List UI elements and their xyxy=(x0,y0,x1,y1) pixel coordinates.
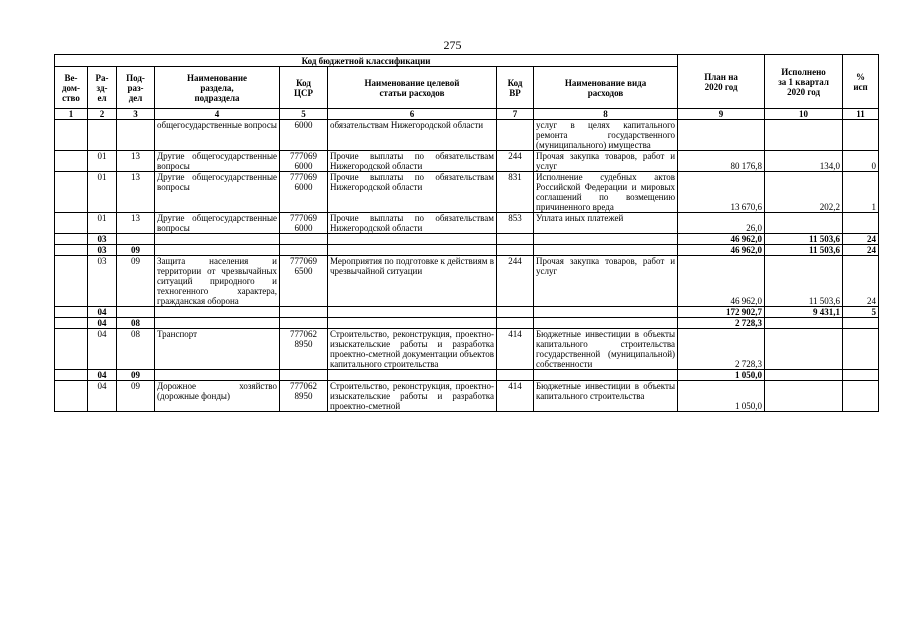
cell-podrazdel: 08 xyxy=(117,318,155,329)
subtotal-row xyxy=(55,307,879,318)
cell-plan: 26,0 xyxy=(678,213,765,234)
cell-kod-vr: 244 xyxy=(497,256,534,307)
cell-plan: 46 962,0 xyxy=(678,245,765,256)
cell-kod-vr xyxy=(497,245,534,256)
col-number: 11 xyxy=(843,109,879,120)
header-razdel: Ра- зд- ел xyxy=(88,67,117,109)
page-number: 275 xyxy=(443,38,462,52)
cell-kod-csr: 777062 8950 xyxy=(280,381,328,412)
cell-kod-csr: 777069 6000 xyxy=(280,151,328,172)
cell-vedomstvo xyxy=(55,381,88,412)
cell-kod-vr: 414 xyxy=(497,329,534,370)
cell-name-vr: Бюджетные инвестиции в объекты капитального строительства xyxy=(534,381,678,412)
column-number-row xyxy=(55,109,879,120)
col-number: 9 xyxy=(678,109,765,120)
cell-name-target: обязательствам Нижегородской области xyxy=(328,120,497,151)
col-number: 3 xyxy=(117,109,155,120)
col-number: 6 xyxy=(328,109,497,120)
cell-kod-vr xyxy=(497,234,534,245)
cell-vedomstvo xyxy=(55,213,88,234)
cell-vedomstvo xyxy=(55,234,88,245)
header-name-target: Наименование целевой статьи расходов xyxy=(328,67,497,109)
cell-plan: 46 962,0 xyxy=(678,234,765,245)
cell-razdel: 03 xyxy=(88,234,117,245)
header-plan: План на 2020 год xyxy=(678,55,765,109)
cell-podrazdel: 13 xyxy=(117,172,155,213)
header-kod-vr: Код ВР xyxy=(497,67,534,109)
subtotal-row xyxy=(55,234,879,245)
cell-done xyxy=(765,318,843,329)
cell-plan: 80 176,8 xyxy=(678,151,765,172)
cell-plan: 46 962,0 xyxy=(678,256,765,307)
cell-pct: 24 xyxy=(843,256,879,307)
subtotal-row xyxy=(55,370,879,381)
cell-done xyxy=(765,381,843,412)
table-row xyxy=(55,172,879,213)
cell-razdel: 03 xyxy=(88,245,117,256)
cell-done: 11 503,6 xyxy=(765,256,843,307)
col-number: 8 xyxy=(534,109,678,120)
header-podrazdel: Под- раз- дел xyxy=(117,67,155,109)
cell-name-vr xyxy=(534,370,678,381)
cell-pct xyxy=(843,370,879,381)
cell-name-section: Дорожное хозяйство (дорожные фонды) xyxy=(155,381,280,412)
cell-name-vr: Прочая закупка товаров, работ и услуг xyxy=(534,151,678,172)
cell-name-section: Транспорт xyxy=(155,329,280,370)
cell-name-target: Прочие выплаты по обязательствам Нижегородской области xyxy=(328,151,497,172)
header-vedomstvo: Ве- дом- ство xyxy=(55,67,88,109)
header-done: Исполнено за 1 квартал 2020 год xyxy=(765,55,843,109)
cell-name-vr: Уплата иных платежей xyxy=(534,213,678,234)
cell-kod-csr: 6000 xyxy=(280,120,328,151)
cell-pct: 24 xyxy=(843,245,879,256)
cell-vedomstvo xyxy=(55,245,88,256)
table-row xyxy=(55,381,879,412)
cell-name-section xyxy=(155,318,280,329)
cell-name-section xyxy=(155,245,280,256)
cell-podrazdel: 09 xyxy=(117,256,155,307)
cell-name-target: Прочие выплаты по обязательствам Нижегородской области xyxy=(328,172,497,213)
cell-vedomstvo xyxy=(55,307,88,318)
cell-kod-csr: 777069 6000 xyxy=(280,213,328,234)
cell-name-section: Другие общегосударственные вопросы xyxy=(155,172,280,213)
cell-name-section: Защита населения и территории от чрезвычайных ситуаций природного и техногенного характера, гражданская оборона xyxy=(155,256,280,307)
cell-pct: 1 xyxy=(843,172,879,213)
cell-name-vr xyxy=(534,245,678,256)
table-row xyxy=(55,151,879,172)
cell-name-section xyxy=(155,234,280,245)
cell-kod-vr xyxy=(497,307,534,318)
cell-name-target xyxy=(328,245,497,256)
cell-name-vr: Бюджетные инвестиции в объекты капитального строительства государственной (муниципальной) собственности xyxy=(534,329,678,370)
cell-done xyxy=(765,329,843,370)
cell-pct: 5 xyxy=(843,307,879,318)
cell-name-target: Строительство, реконструкция, проектно-изыскательские работы и разработка проектно-сметной документации объектов капитального строительства xyxy=(328,329,497,370)
cell-pct xyxy=(843,213,879,234)
subtotal-row xyxy=(55,245,879,256)
cell-name-vr xyxy=(534,307,678,318)
cell-kod-vr xyxy=(497,120,534,151)
cell-razdel: 01 xyxy=(88,172,117,213)
table-row xyxy=(55,329,879,370)
cell-podrazdel: 09 xyxy=(117,381,155,412)
cell-done: 11 503,6 xyxy=(765,234,843,245)
cell-pct xyxy=(843,120,879,151)
cell-done xyxy=(765,213,843,234)
cell-razdel: 04 xyxy=(88,370,117,381)
cell-kod-vr xyxy=(497,318,534,329)
cell-plan: 2 728,3 xyxy=(678,329,765,370)
cell-done: 134,0 xyxy=(765,151,843,172)
cell-razdel: 03 xyxy=(88,256,117,307)
cell-podrazdel xyxy=(117,307,155,318)
cell-razdel xyxy=(88,120,117,151)
cell-done: 202,2 xyxy=(765,172,843,213)
cell-razdel: 04 xyxy=(88,381,117,412)
cell-kod-csr: 777062 8950 xyxy=(280,329,328,370)
table-body xyxy=(55,120,879,412)
header-row-top xyxy=(55,55,879,67)
header-name-section: Наименование раздела, подраздела xyxy=(155,67,280,109)
cell-vedomstvo xyxy=(55,120,88,151)
header-group-title: Код бюджетной классификации xyxy=(55,55,678,67)
budget-table xyxy=(54,54,879,412)
cell-name-target: Мероприятия по подготовке к действиям в чрезвычайной ситуации xyxy=(328,256,497,307)
cell-podrazdel: 13 xyxy=(117,213,155,234)
cell-done xyxy=(765,370,843,381)
col-number: 2 xyxy=(88,109,117,120)
cell-name-section: Другие общегосударственные вопросы xyxy=(155,151,280,172)
col-number: 10 xyxy=(765,109,843,120)
cell-razdel: 04 xyxy=(88,329,117,370)
cell-plan: 1 050,0 xyxy=(678,370,765,381)
table-row xyxy=(55,213,879,234)
cell-name-vr: Исполнение судебных актов Российской Федерации и мировых соглашений по возмещению причиненного вреда xyxy=(534,172,678,213)
cell-kod-vr: 831 xyxy=(497,172,534,213)
cell-name-target xyxy=(328,234,497,245)
col-number: 1 xyxy=(55,109,88,120)
cell-vedomstvo xyxy=(55,329,88,370)
cell-kod-csr: 777069 6500 xyxy=(280,256,328,307)
cell-pct: 24 xyxy=(843,234,879,245)
cell-name-section xyxy=(155,307,280,318)
cell-razdel: 04 xyxy=(88,307,117,318)
cell-pct xyxy=(843,381,879,412)
cell-plan xyxy=(678,120,765,151)
cell-kod-csr xyxy=(280,245,328,256)
cell-plan: 13 670,6 xyxy=(678,172,765,213)
cell-vedomstvo xyxy=(55,151,88,172)
cell-name-vr: Прочая закупка товаров, работ и услуг xyxy=(534,256,678,307)
cell-pct xyxy=(843,329,879,370)
col-number: 4 xyxy=(155,109,280,120)
cell-kod-csr: 777069 6000 xyxy=(280,172,328,213)
cell-kod-vr: 244 xyxy=(497,151,534,172)
header-name-vr: Наименование вида расходов xyxy=(534,67,678,109)
cell-podrazdel: 13 xyxy=(117,151,155,172)
cell-kod-csr xyxy=(280,307,328,318)
cell-podrazdel xyxy=(117,120,155,151)
cell-kod-vr: 853 xyxy=(497,213,534,234)
table-row xyxy=(55,256,879,307)
cell-name-vr: услуг в целях капитального ремонта государственного (муниципального) имущества xyxy=(534,120,678,151)
header-kod-csr: Код ЦСР xyxy=(280,67,328,109)
cell-razdel: 04 xyxy=(88,318,117,329)
cell-done xyxy=(765,120,843,151)
cell-podrazdel: 09 xyxy=(117,370,155,381)
cell-vedomstvo xyxy=(55,172,88,213)
cell-name-target xyxy=(328,307,497,318)
cell-razdel: 01 xyxy=(88,151,117,172)
cell-kod-vr: 414 xyxy=(497,381,534,412)
cell-name-section: общегосударственные вопросы xyxy=(155,120,280,151)
cell-done: 11 503,6 xyxy=(765,245,843,256)
cell-kod-csr xyxy=(280,318,328,329)
cell-razdel: 01 xyxy=(88,213,117,234)
cell-pct xyxy=(843,318,879,329)
subtotal-row xyxy=(55,318,879,329)
col-number: 5 xyxy=(280,109,328,120)
cell-kod-csr xyxy=(280,234,328,245)
cell-vedomstvo xyxy=(55,370,88,381)
cell-podrazdel xyxy=(117,234,155,245)
cell-podrazdel: 09 xyxy=(117,245,155,256)
cell-name-section: Другие общегосударственные вопросы xyxy=(155,213,280,234)
col-number: 7 xyxy=(497,109,534,120)
cell-plan: 1 050,0 xyxy=(678,381,765,412)
header-pct: % исп xyxy=(843,55,879,109)
cell-kod-vr xyxy=(497,370,534,381)
cell-plan: 172 902,7 xyxy=(678,307,765,318)
cell-done: 9 431,1 xyxy=(765,307,843,318)
cell-vedomstvo xyxy=(55,256,88,307)
cell-name-section xyxy=(155,370,280,381)
table-row xyxy=(55,120,879,151)
cell-plan: 2 728,3 xyxy=(678,318,765,329)
cell-podrazdel: 08 xyxy=(117,329,155,370)
cell-vedomstvo xyxy=(55,318,88,329)
cell-name-target xyxy=(328,318,497,329)
cell-name-target: Прочие выплаты по обязательствам Нижегородской области xyxy=(328,213,497,234)
cell-pct: 0 xyxy=(843,151,879,172)
cell-name-vr xyxy=(534,318,678,329)
cell-name-target: Строительство, реконструкция, проектно-изыскательские работы и разработка проектно-сметной xyxy=(328,381,497,412)
cell-name-target xyxy=(328,370,497,381)
cell-kod-csr xyxy=(280,370,328,381)
cell-name-vr xyxy=(534,234,678,245)
